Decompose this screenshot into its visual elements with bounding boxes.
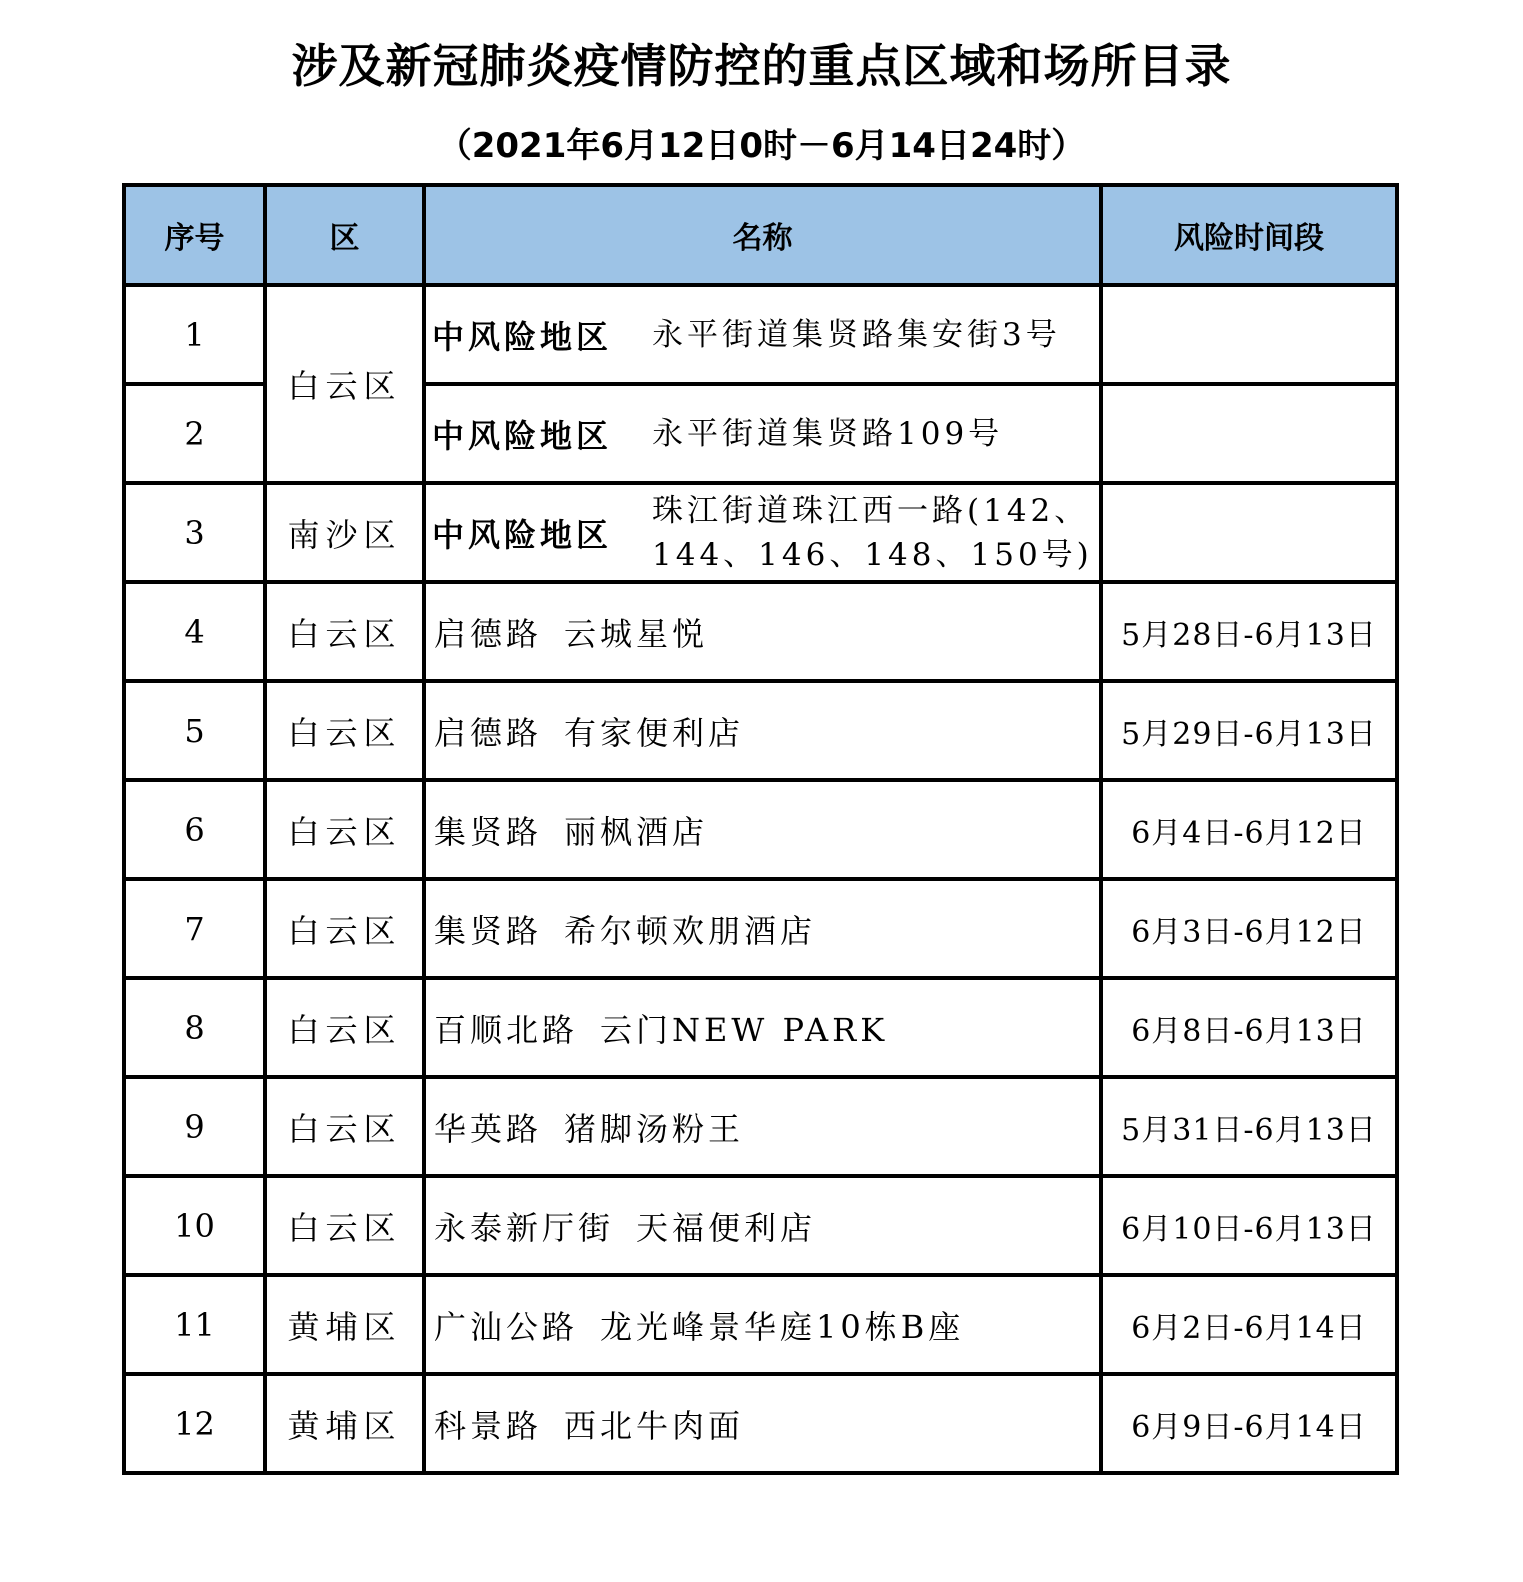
row-period <box>1101 483 1397 582</box>
row-district: 南沙区 <box>265 483 424 582</box>
road-name: 百顺北路 <box>434 1010 579 1049</box>
row-period: 6月8日-6月13日 <box>1101 978 1397 1077</box>
document-title: 涉及新冠肺炎疫情防控的重点区域和场所目录 <box>291 39 1232 93</box>
risk-address: 永平街道集贤路集安街3号 <box>652 316 1061 353</box>
place-name: 西北牛肉面 <box>564 1406 745 1445</box>
header-district: 区 <box>265 185 424 285</box>
table-row <box>124 1374 1397 1473</box>
row-district: 黄埔区 <box>265 1374 424 1473</box>
row-name <box>424 879 1101 978</box>
row-num: 12 <box>124 1374 265 1473</box>
row-district: 白云区 <box>265 1077 424 1176</box>
header-num: 序号 <box>124 185 265 285</box>
row-name <box>424 978 1101 1077</box>
place-name: 云门NEW PARK <box>600 1010 889 1049</box>
table-row <box>124 1077 1397 1176</box>
row-num: 10 <box>124 1176 265 1275</box>
table-row <box>124 483 1397 582</box>
place-name: 天福便利店 <box>636 1208 817 1247</box>
row-period <box>1101 384 1397 483</box>
row-num: 5 <box>124 681 265 780</box>
row-period: 5月28日-6月13日 <box>1101 582 1397 681</box>
table-row <box>124 879 1397 978</box>
table-row <box>124 681 1397 780</box>
risk-address: 永平街道集贤路109号 <box>652 415 1004 452</box>
row-num: 11 <box>124 1275 265 1374</box>
row-name <box>424 384 1101 483</box>
table-row <box>124 1176 1397 1275</box>
row-name <box>424 1077 1101 1176</box>
row-period: 6月9日-6月14日 <box>1101 1374 1397 1473</box>
row-district: 白云区 <box>265 582 424 681</box>
place-name: 云城星悦 <box>564 614 709 653</box>
row-period: 5月31日-6月13日 <box>1101 1077 1397 1176</box>
place-name: 有家便利店 <box>564 713 745 752</box>
risk-level-label: 中风险地区 <box>432 317 613 356</box>
document-subtitle: （2021年6月12日0时－6月14日24时） <box>437 126 1086 166</box>
row-num: 2 <box>124 384 265 483</box>
header-period: 风险时间段 <box>1101 185 1397 285</box>
row-period: 5月29日-6月13日 <box>1101 681 1397 780</box>
table-row <box>124 582 1397 681</box>
table-row <box>124 780 1397 879</box>
row-district: 白云区 <box>265 978 424 1077</box>
row-district: 白云区 <box>265 879 424 978</box>
table-header-row <box>124 185 1397 285</box>
row-period: 6月3日-6月12日 <box>1101 879 1397 978</box>
row-district: 黄埔区 <box>265 1275 424 1374</box>
place-name: 龙光峰景华庭10栋B座 <box>600 1307 965 1346</box>
row-name <box>424 285 1101 384</box>
row-num: 6 <box>124 780 265 879</box>
road-name: 启德路 <box>434 614 543 653</box>
risk-address: 珠江街道珠江西一路(142、144、146、148、150号) <box>652 492 1093 573</box>
row-name <box>424 780 1101 879</box>
row-num: 3 <box>124 483 265 582</box>
road-name: 启德路 <box>434 713 543 752</box>
row-num: 7 <box>124 879 265 978</box>
place-name: 猪脚汤粉王 <box>564 1109 745 1148</box>
header-name: 名称 <box>424 185 1101 285</box>
row-period: 6月4日-6月12日 <box>1101 780 1397 879</box>
risk-level-label: 中风险地区 <box>432 416 613 455</box>
row-district: 白云区 <box>265 681 424 780</box>
road-name: 华英路 <box>434 1109 543 1148</box>
road-name: 科景路 <box>434 1406 543 1445</box>
risk-area-table <box>122 183 1399 1475</box>
row-name <box>424 1176 1101 1275</box>
road-name: 集贤路 <box>434 812 543 851</box>
row-num: 1 <box>124 285 265 384</box>
row-name <box>424 681 1101 780</box>
row-district: 白云区 <box>265 780 424 879</box>
road-name: 集贤路 <box>434 911 543 950</box>
row-name <box>424 582 1101 681</box>
row-name <box>424 1275 1101 1374</box>
table-row <box>124 978 1397 1077</box>
row-period: 6月2日-6月14日 <box>1101 1275 1397 1374</box>
row-num: 9 <box>124 1077 265 1176</box>
row-period <box>1101 285 1397 384</box>
risk-level-label: 中风险地区 <box>432 515 613 554</box>
row-district: 白云区 <box>265 1176 424 1275</box>
place-name: 丽枫酒店 <box>564 812 709 851</box>
road-name: 永泰新厅街 <box>434 1208 615 1247</box>
road-name: 广汕公路 <box>434 1307 579 1346</box>
place-name: 希尔顿欢朋酒店 <box>564 911 817 950</box>
row-period: 6月10日-6月13日 <box>1101 1176 1397 1275</box>
row-name <box>424 483 1101 582</box>
table-row <box>124 285 1397 384</box>
row-num: 8 <box>124 978 265 1077</box>
table-row <box>124 1275 1397 1374</box>
row-num: 4 <box>124 582 265 681</box>
row-district: 白云区 <box>265 285 424 483</box>
row-name <box>424 1374 1101 1473</box>
